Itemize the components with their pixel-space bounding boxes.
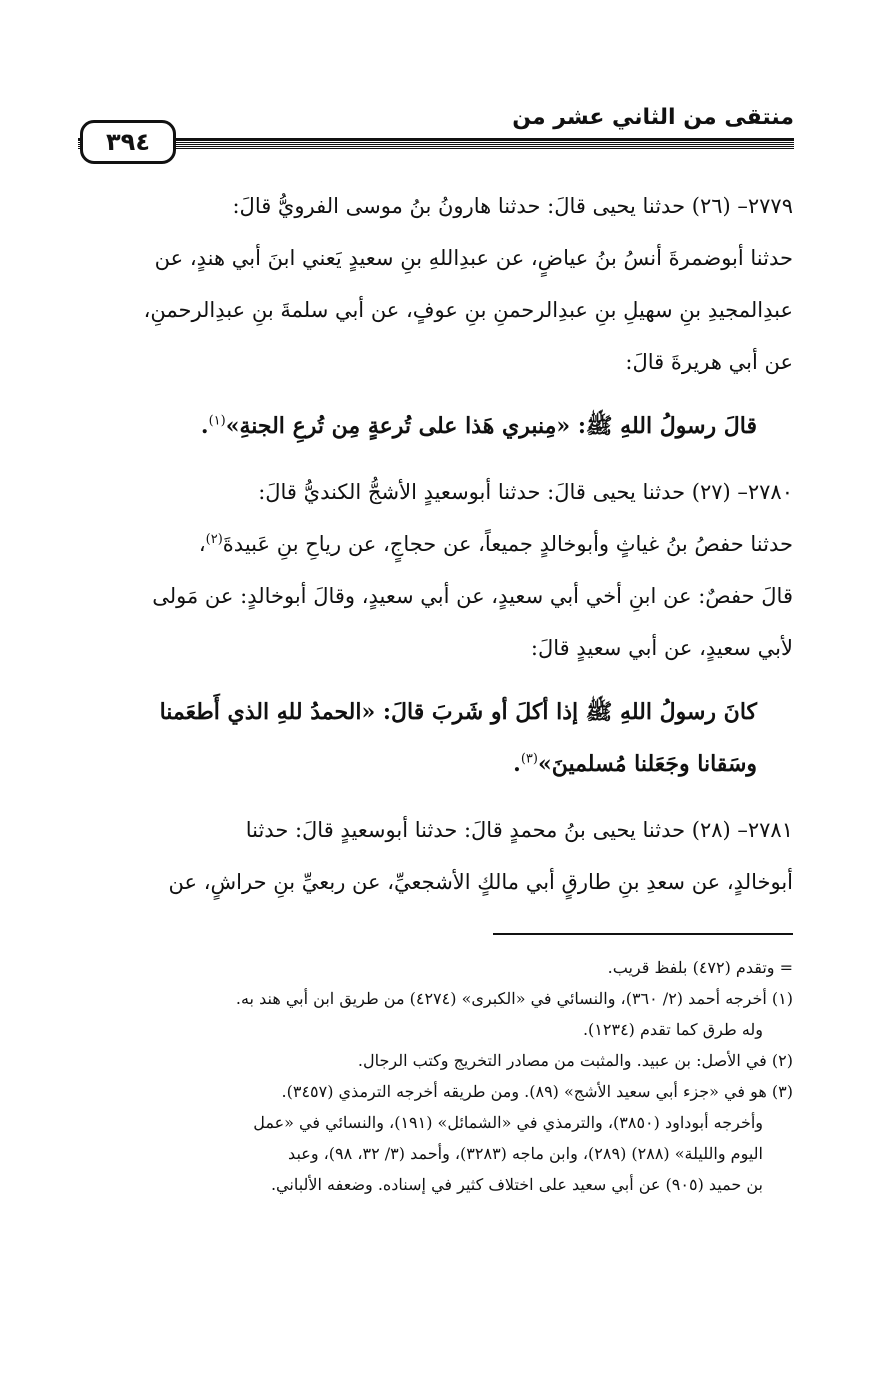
text-line: حدثنا أبوضمرةَ أنسُ بنُ عياضٍ، عن عبدِاللهِ بنِ سعيدٍ يَعني ابنَ أبي هندٍ، عن xyxy=(154,246,793,270)
footnote-2: (٢) في الأصل: بن عبيد. والمثبت من مصادر التخريج وكتب الرجال. xyxy=(357,1051,793,1070)
text-line: قالَ حفصٌ: عن ابنِ أخي أبي سعيدٍ، عن أبي سعيدٍ، وقالَ أبوخالدٍ: عن مَولى xyxy=(152,584,793,608)
hadith-end: . xyxy=(513,751,521,777)
hadith-text: وسَقانا وجَعَلنا مُسلمينَ» xyxy=(537,751,757,777)
running-title: منتقى من الثاني عشر من xyxy=(512,105,794,130)
footnote-marker-3: (٣) xyxy=(520,751,538,767)
hadith-2779 xyxy=(85,400,793,452)
footnote-marker-1: (١) xyxy=(208,413,226,429)
footnote-continuation: = وتقدم (٤٧٢) بلفظ قريب. xyxy=(607,958,793,977)
footnote-3-cont: اليوم والليلة» (٢٨٨) (٢٨٩)، وابن ماجه (٣٢٨٣)، وأحمد (٣/ ٣٢، ٩٨)، وعبد xyxy=(288,1144,763,1163)
footnote-3-cont: بن حميد (٩٠٥) عن أبي سعيد على اختلاف كثير في إسناده. وضعفه الألباني. xyxy=(270,1175,763,1194)
text-line: عبدِالمجيدِ بنِ سهيلِ بنِ عبدِالرحمنِ بنِ عوفٍ، عن أبي سلمةَ بنِ عبدِالرحمنِ، xyxy=(143,298,793,322)
text-line: حدثنا حفصُ بنُ غياثٍ وأبوخالدٍ جميعاً، عن حجاجٍ، عن رياحِ بنِ عَبيدةَ xyxy=(222,532,793,556)
main-text xyxy=(85,180,793,920)
text-line: لأبي سعيدٍ، عن أبي سعيدٍ قالَ: xyxy=(530,636,793,660)
paragraph-2780 xyxy=(85,466,793,674)
footnote-3: (٣) هو في «جزء أبي سعيد الأشج» (٨٩). ومن طريقه أخرجه الترمذي (٣٤٥٧). xyxy=(281,1082,793,1101)
paragraph-2779 xyxy=(85,180,793,388)
text-line: عن أبي هريرةَ قالَ: xyxy=(625,350,793,374)
hadith-end: . xyxy=(200,413,209,439)
text-line: ٢٧٨٠– (٢٧) حدثنا يحيى قالَ: حدثنا أبوسعيدٍ الأشجُّ الكنديُّ قالَ: xyxy=(258,480,793,504)
page-number: ٣٩٤ xyxy=(80,120,176,164)
hadith-text: كانَ رسولُ اللهِ ﷺ إذا أكلَ أو شَربَ قالَ: «الحمدُ للهِ الذي أَطعَمنا xyxy=(159,699,757,725)
hadith-text: قالَ رسولُ اللهِ ﷺ: «مِنبري هَذا على تُرعةٍ مِن تُرعِ الجنةِ» xyxy=(225,413,757,439)
comma: ، xyxy=(198,532,206,556)
running-header xyxy=(78,100,794,170)
footnote-separator xyxy=(493,933,793,935)
footnote-3-cont: وأخرجه أبوداود (٣٨٥٠)، والترمذي في «الشمائل» (١٩١)، والنسائي في «عمل xyxy=(253,1113,763,1132)
text-line: أبوخالدٍ، عن سعدِ بنِ طارقٍ أبي مالكٍ الأشجعيِّ، عن ربعيِّ بنِ حراشٍ، عن xyxy=(168,870,793,894)
hadith-2780 xyxy=(85,686,793,790)
text-line: ٢٧٧٩– (٢٦) حدثنا يحيى قالَ: حدثنا هارونُ بنُ موسى الفرويُّ قالَ: xyxy=(232,194,793,218)
paragraph-2781 xyxy=(85,804,793,908)
footnotes xyxy=(85,952,793,1200)
footnote-1-cont: وله طرق كما تقدم (١٢٣٤). xyxy=(582,1020,763,1039)
text-line: ٢٧٨١– (٢٨) حدثنا يحيى بنُ محمدٍ قالَ: حدثنا أبوسعيدٍ قالَ: حدثنا xyxy=(245,818,793,842)
footnote-marker-2: (٢) xyxy=(205,532,223,547)
header-rule-hatch xyxy=(78,140,794,149)
footnote-1: (١) أخرجه أحمد (٢/ ٣٦٠)، والنسائي في «الكبرى» (٤٢٧٤) من طريق ابن أبي هند به. xyxy=(235,989,793,1008)
